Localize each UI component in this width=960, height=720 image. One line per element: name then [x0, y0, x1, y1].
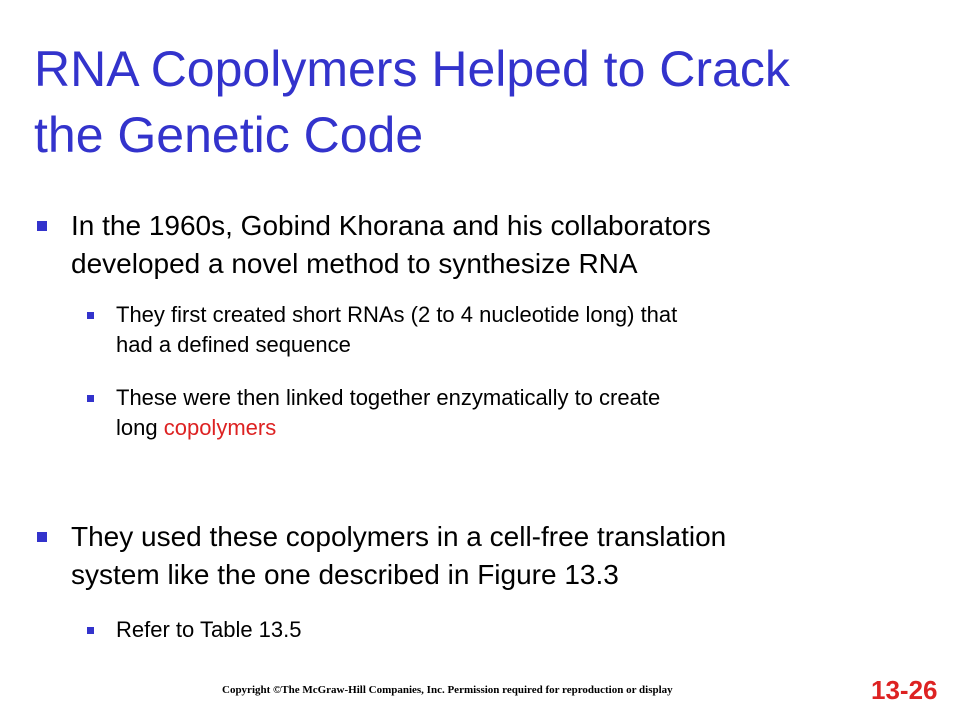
sub-bullet-table-reference: [116, 615, 936, 645]
bullet-text-line-1: These were then linked together enzymatically to create: [116, 385, 661, 410]
highlight-copolymers: copolymers: [163, 415, 277, 440]
bullet-text-line-1: They used these copolymers in a cell-free translation: [71, 521, 727, 552]
copyright-notice: Copyright ©The McGraw-Hill Companies, Inc. Permission required for reproduction or display: [222, 684, 673, 696]
bullet-text-line-1: They first created short RNAs (2 to 4 nucleotide long) that: [116, 302, 678, 327]
square-bullet-icon: [87, 312, 94, 319]
sub-bullet-linked-copolymers: [116, 383, 936, 443]
square-bullet-icon: [37, 532, 47, 542]
bullet-khorana-method: [71, 207, 951, 283]
slide-title: [34, 36, 934, 168]
bullet-text-line-1: Refer to Table 13.5: [116, 617, 302, 642]
bullet-text-line-2-prefix: long: [116, 415, 164, 440]
square-bullet-icon: [87, 627, 94, 634]
square-bullet-icon: [87, 395, 94, 402]
slide-title-line-1: RNA Copolymers Helped to Crack: [34, 41, 790, 97]
bullet-text-line-1: In the 1960s, Gobind Khorana and his collaborators: [71, 210, 711, 241]
slide-title-line-2: the Genetic Code: [34, 107, 424, 163]
bullet-cell-free-translation: [71, 518, 951, 594]
square-bullet-icon: [37, 221, 47, 231]
sub-bullet-short-rnas: [116, 300, 936, 360]
bullet-text-line-2: developed a novel method to synthesize RNA: [71, 248, 638, 279]
bullet-text-line-2: had a defined sequence: [116, 332, 351, 357]
slide-number: 13-26: [871, 675, 938, 705]
bullet-text-line-2: system like the one described in Figure 13.3: [71, 559, 619, 590]
